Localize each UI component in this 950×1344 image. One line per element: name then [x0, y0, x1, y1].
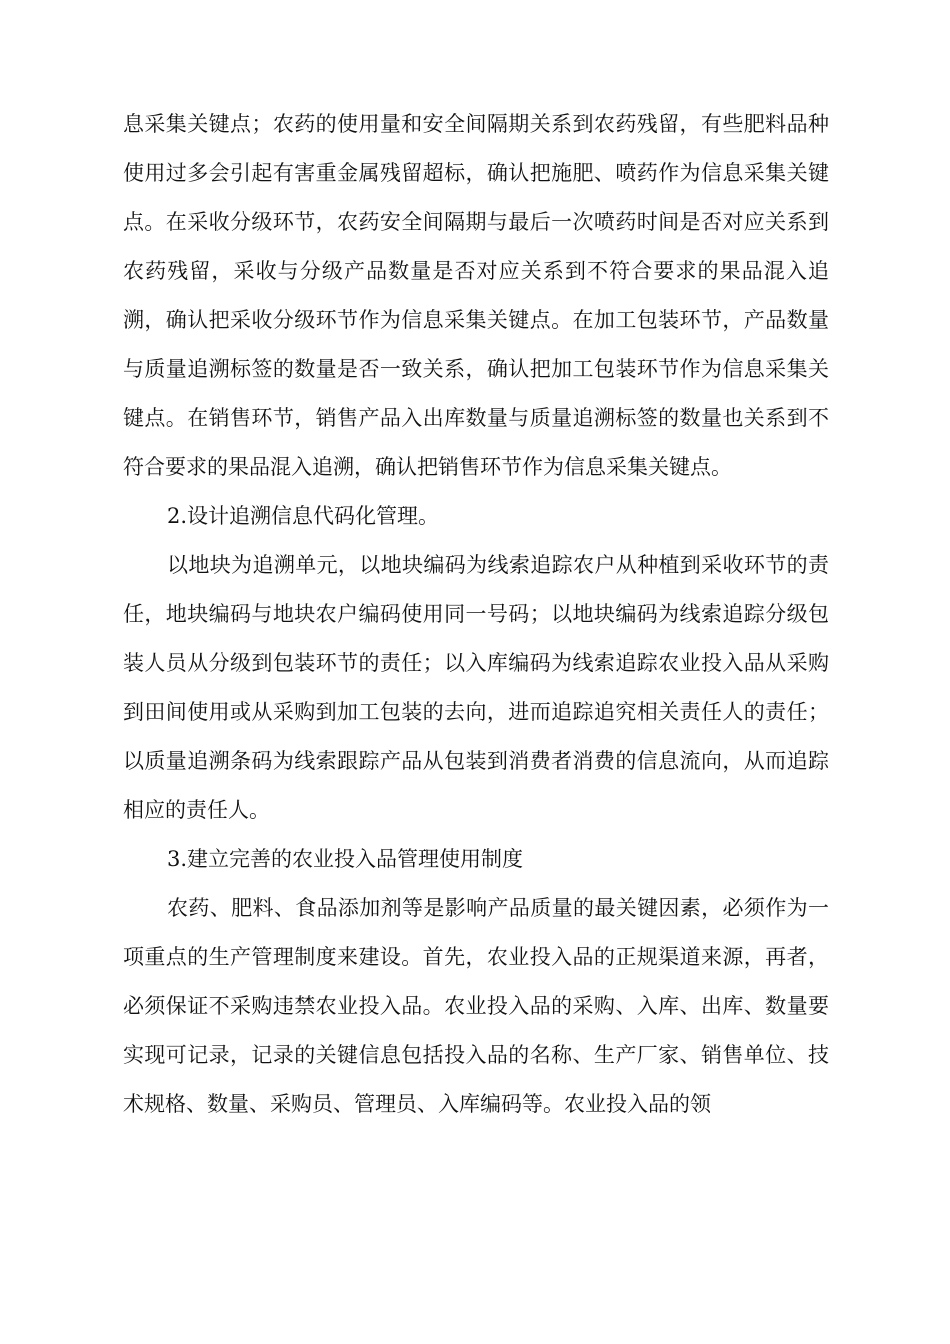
section-heading-input-management: 3.建立完善的农业投入品管理使用制度 — [167, 847, 524, 871]
paragraph-input-management: 农药、肥料、食品添加剂等是影响产品质量的最关键因素，必须作为一项重点的生产管理制度来建设。首先，农业投入品的正规渠道来源，再者，必须保证不采购违禁农业投入品。农业投入品的采购、入库、出库、数量要实现可记录，记录的关键信息包括投入品的名称、生产厂家、销售单位、技术规格、数量、采购员、管理员、入库编码等。农业投入品的领 — [123, 896, 829, 1116]
paragraph-traceability-coding: 以地块为追溯单元，以地块编码为线索追踪农户从种植到采收环节的责任，地块编码与地块农户编码使用同一号码；以地块编码为线索追踪分级包装人员从分级到包装环节的责任；以入库编码为线索追踪农业投入品从采购到田间使用或从采购到加工包装的去向，进而追踪追究相关责任人的责任；以质量追溯条码为线索跟踪产品从包装到消费者消费的信息流向，从而追踪相应的责任人。 — [123, 553, 829, 822]
document-body — [123, 100, 829, 1129]
paragraph-info-collection-keypoints: 息采集关键点；农药的使用量和安全间隔期关系到农药残留，有些肥料品种使用过多会引起有害重金属残留超标，确认把施肥、喷药作为信息采集关键点。在采收分级环节，农药安全间隔期与最后一次喷药时间是否对应关系到农药残留，采收与分级产品数量是否对应关系到不符合要求的果品混入追溯，确认把采收分级环节作为信息采集关键点。在加工包装环节，产品数量与质量追溯标签的数量是否一致关系，确认把加工包装环节作为信息采集关键点。在销售环节，销售产品入出库数量与质量追溯标签的数量也关系到不符合要求的果品混入追溯，确认把销售环节作为信息采集关键点。 — [123, 112, 829, 479]
section-heading-traceability-coding: 2.设计追溯信息代码化管理。 — [167, 504, 440, 528]
